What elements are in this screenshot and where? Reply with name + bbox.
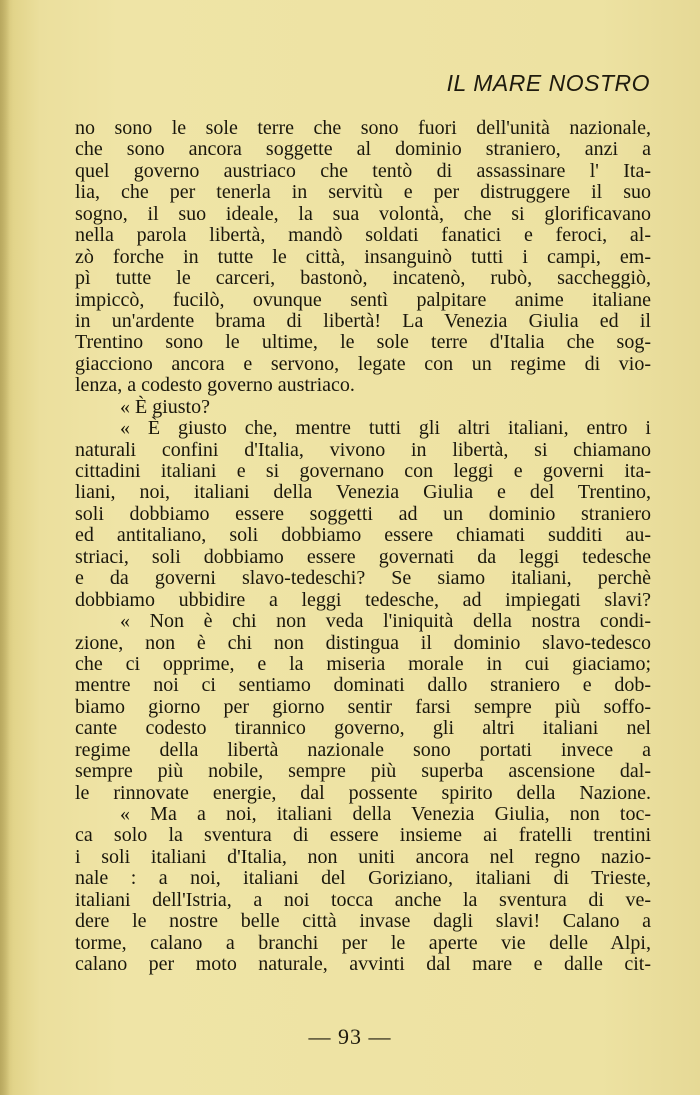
text-line: striaci, soli dobbiamo essere governati da leggi tedesche bbox=[75, 545, 651, 568]
text-line: cante codesto tirannico governo, gli altri italiani nel bbox=[75, 717, 651, 740]
text-line: giacciono ancora e servono, legate con un regime di vio- bbox=[75, 352, 651, 375]
text-line: lenza, a codesto governo austriaco. bbox=[75, 374, 355, 397]
text-line: impiccò, fucilò, ovunque sentì palpitare anime italiane bbox=[75, 288, 651, 311]
text-line: regime della libertà nazionale sono portati invece a bbox=[75, 738, 651, 761]
text-line: « Ma a noi, italiani della Venezia Giulia, non toc- bbox=[120, 803, 651, 825]
text-line: che ci opprime, e la miseria morale in cui giaciamo; bbox=[75, 652, 651, 675]
text-line: nella parola libertà, mandò soldati fanatici e feroci, al- bbox=[75, 224, 651, 247]
body-text bbox=[75, 118, 651, 976]
text-line: cittadini italiani e si governano con leggi e governi ita- bbox=[75, 460, 651, 482]
text-line: biamo giorno per giorno sentir farsi sempre più soffo- bbox=[75, 695, 651, 718]
text-line: mentre noi ci sentiamo dominati dallo straniero e dob- bbox=[75, 674, 651, 697]
text-line: nale : a noi, italiani del Goriziano, italiani di Trieste, bbox=[75, 867, 651, 890]
text-line: italiani dell'Istria, a noi tocca anche la sventura di ve- bbox=[75, 888, 651, 911]
text-line: zione, non è chi non distingua il dominio slavo-tedesco bbox=[75, 631, 651, 654]
text-line: lia, che per tenerla in servitù e per distruggere il suo bbox=[75, 181, 651, 204]
text-line: « È giusto? bbox=[120, 395, 210, 418]
text-line: « È giusto che, mentre tutti gli altri italiani, entro i bbox=[120, 417, 651, 440]
page-number: — 93 — bbox=[308, 1024, 392, 1049]
text-line: pì tutte le carceri, bastonò, incatenò, rubò, saccheggiò, bbox=[75, 267, 651, 290]
text-line: ca solo la sventura di essere insieme ai fratelli trentini bbox=[75, 824, 651, 847]
text-line: quel governo austriaco che tentò di assassinare l' Ita- bbox=[75, 159, 651, 182]
text-line: torme, calano a branchi per le aperte vie delle Alpi, bbox=[75, 931, 651, 954]
text-line: le rinnovate energie, dal possente spirito della Nazione. bbox=[75, 781, 651, 804]
text-line: liani, noi, italiani della Venezia Giulia e del Trentino, bbox=[75, 481, 651, 504]
text-line: Trentino sono le ultime, le sole terre d'Italia che sog- bbox=[75, 331, 651, 354]
text-line: dere le nostre belle città invase dagli slavi! Calano a bbox=[75, 910, 651, 933]
text-line: zò forche in tutte le città, insanguinò tutti i campi, em- bbox=[75, 245, 651, 268]
text-line: dobbiamo ubbidire a leggi tedesche, ad impiegati slavi? bbox=[75, 588, 651, 611]
text-line: no sono le sole terre che sono fuori dell'unità nazionale, bbox=[75, 117, 651, 139]
text-line: « Non è chi non veda l'iniquità della nostra condi- bbox=[120, 610, 651, 633]
text-line: che sono ancora soggette al dominio straniero, anzi a bbox=[75, 138, 651, 161]
text-line: sempre più nobile, sempre più superba ascensione dal- bbox=[75, 760, 651, 783]
text-line: ed antitaliano, soli dobbiamo essere chiamati sudditi au- bbox=[75, 524, 651, 547]
text-line: naturali confini d'Italia, vivono in libertà, si chiamano bbox=[75, 438, 651, 461]
running-head: IL MARE NOSTRO bbox=[446, 70, 650, 96]
text-line: i soli italiani d'Italia, non uniti ancora nel regno nazio- bbox=[75, 845, 651, 868]
text-line: soli dobbiamo essere soggetti ad un dominio straniero bbox=[75, 502, 651, 525]
text-line: sogno, il suo ideale, la sua volontà, che si glorificavano bbox=[75, 202, 651, 225]
text-line: e da governi slavo-tedeschi? Se siamo italiani, perchè bbox=[75, 567, 651, 590]
text-line: in un'ardente brama di libertà! La Venezia Giulia ed il bbox=[75, 309, 651, 332]
binding-edge-shadow bbox=[0, 0, 10, 1095]
text-line: calano per moto naturale, avvinti dal mare e dalle cit- bbox=[75, 953, 651, 976]
